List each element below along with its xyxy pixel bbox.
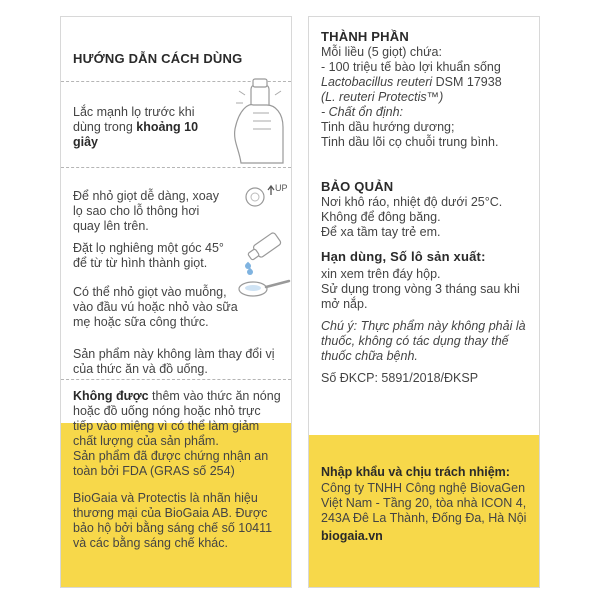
hand-shaking-bottle-icon <box>229 69 289 169</box>
dose-text: Mỗi liều (5 giọt) chứa: <box>321 45 442 59</box>
left-panel <box>60 16 292 588</box>
easy-drop-instruction: Để nhỏ giọt dễ dàng, xoay lọ sao cho lỗ thông hơi quay lên trên. <box>73 189 219 233</box>
expiry-block: xin xem trên đáy hộp. Sử dụng trong vòng 3 tháng sau khi mở nắp. <box>321 267 520 311</box>
storage-block: Nơi khô ráo, nhiệt độ dưới 25°C. Không để đông băng. Để xa tầm tay trẻ em. <box>321 195 503 239</box>
shake-instruction: Lắc mạnh lọ trước khi dùng trong khoảng 10 giây <box>73 105 199 149</box>
note-text: Chú ý: Thực phẩm này không phải là thuốc, không có tác dụng thay thế thuốc chữa bệnh. <box>321 319 526 363</box>
right-panel <box>308 16 540 588</box>
protectis-text: (L. reuteri Protectis™) <box>321 90 444 104</box>
ingredients-block <box>321 45 529 150</box>
trademark-text: BioGaia và Protectis là nhãn hiệu thương mại của BioGaia AB. Được bảo hộ bởi bằng sáng chế số 10411 và các bằng sáng chế khác. <box>73 491 273 550</box>
registration-number: Số ĐKCP: 5891/2018/ĐKSP <box>321 371 479 385</box>
divider <box>61 167 291 168</box>
warning-text: Không được thêm vào thức ăn nóng hoặc đồ uống nóng hoặc nhỏ trực tiếp vào miệng vì có thể làm giảm chất lượng của sản phẩm. <box>73 389 281 448</box>
no-taste-change-text: Sản phẩm này không làm thay đổi vị của thức ăn và đồ uống. <box>73 347 275 376</box>
importer-title: Nhập khẩu và chịu trách nhiệm: <box>321 465 510 479</box>
importer-text: Công ty TNHH Công nghệ BiovaGen Việt Nam - Tầng 20, tòa nhà ICON 4, 243A Đê La Thành, Đống Đa, Hà Nội <box>321 481 527 525</box>
ingredients-title: THÀNH PHẦN <box>321 29 409 44</box>
spoon-instruction: Có thể nhỏ giọt vào muỗng, vào đầu vú hoặc nhỏ vào sữa mẹ hoặc sữa công thức. <box>73 285 238 329</box>
tilted-bottle-icon <box>241 231 291 265</box>
tilt-instruction: Đặt lọ nghiêng một góc 45° để từ từ hình thành giọt. <box>73 241 224 270</box>
spoon-icon <box>235 267 291 307</box>
sunflower-oil-text: Tinh dầu hướng dương; <box>321 120 455 134</box>
strain-name: Lactobacillus reuteri <box>321 75 433 89</box>
palm-oil-text: Tinh dầu lõi cọ chuỗi trung bình. <box>321 135 499 149</box>
storage-title: BẢO QUẢN <box>321 179 394 194</box>
strain-code: DSM 17938 <box>432 75 502 89</box>
divider <box>61 379 291 380</box>
website-link[interactable]: biogaia.vn <box>321 529 383 543</box>
expiry-title: Hạn dùng, Số lô sản xuất: <box>321 249 486 264</box>
stabilizer-text: - Chất ổn định: <box>321 105 403 119</box>
usage-title: HƯỚNG DẪN CÁCH DÙNG <box>73 51 243 66</box>
bacteria-text: - 100 triệu tế bào lợi khuẩn sống <box>321 60 501 74</box>
up-label: UP <box>275 183 288 193</box>
fda-text: Sản phẩm đã được chứng nhận an toàn bởi FDA (GRAS số 254) <box>73 449 269 478</box>
